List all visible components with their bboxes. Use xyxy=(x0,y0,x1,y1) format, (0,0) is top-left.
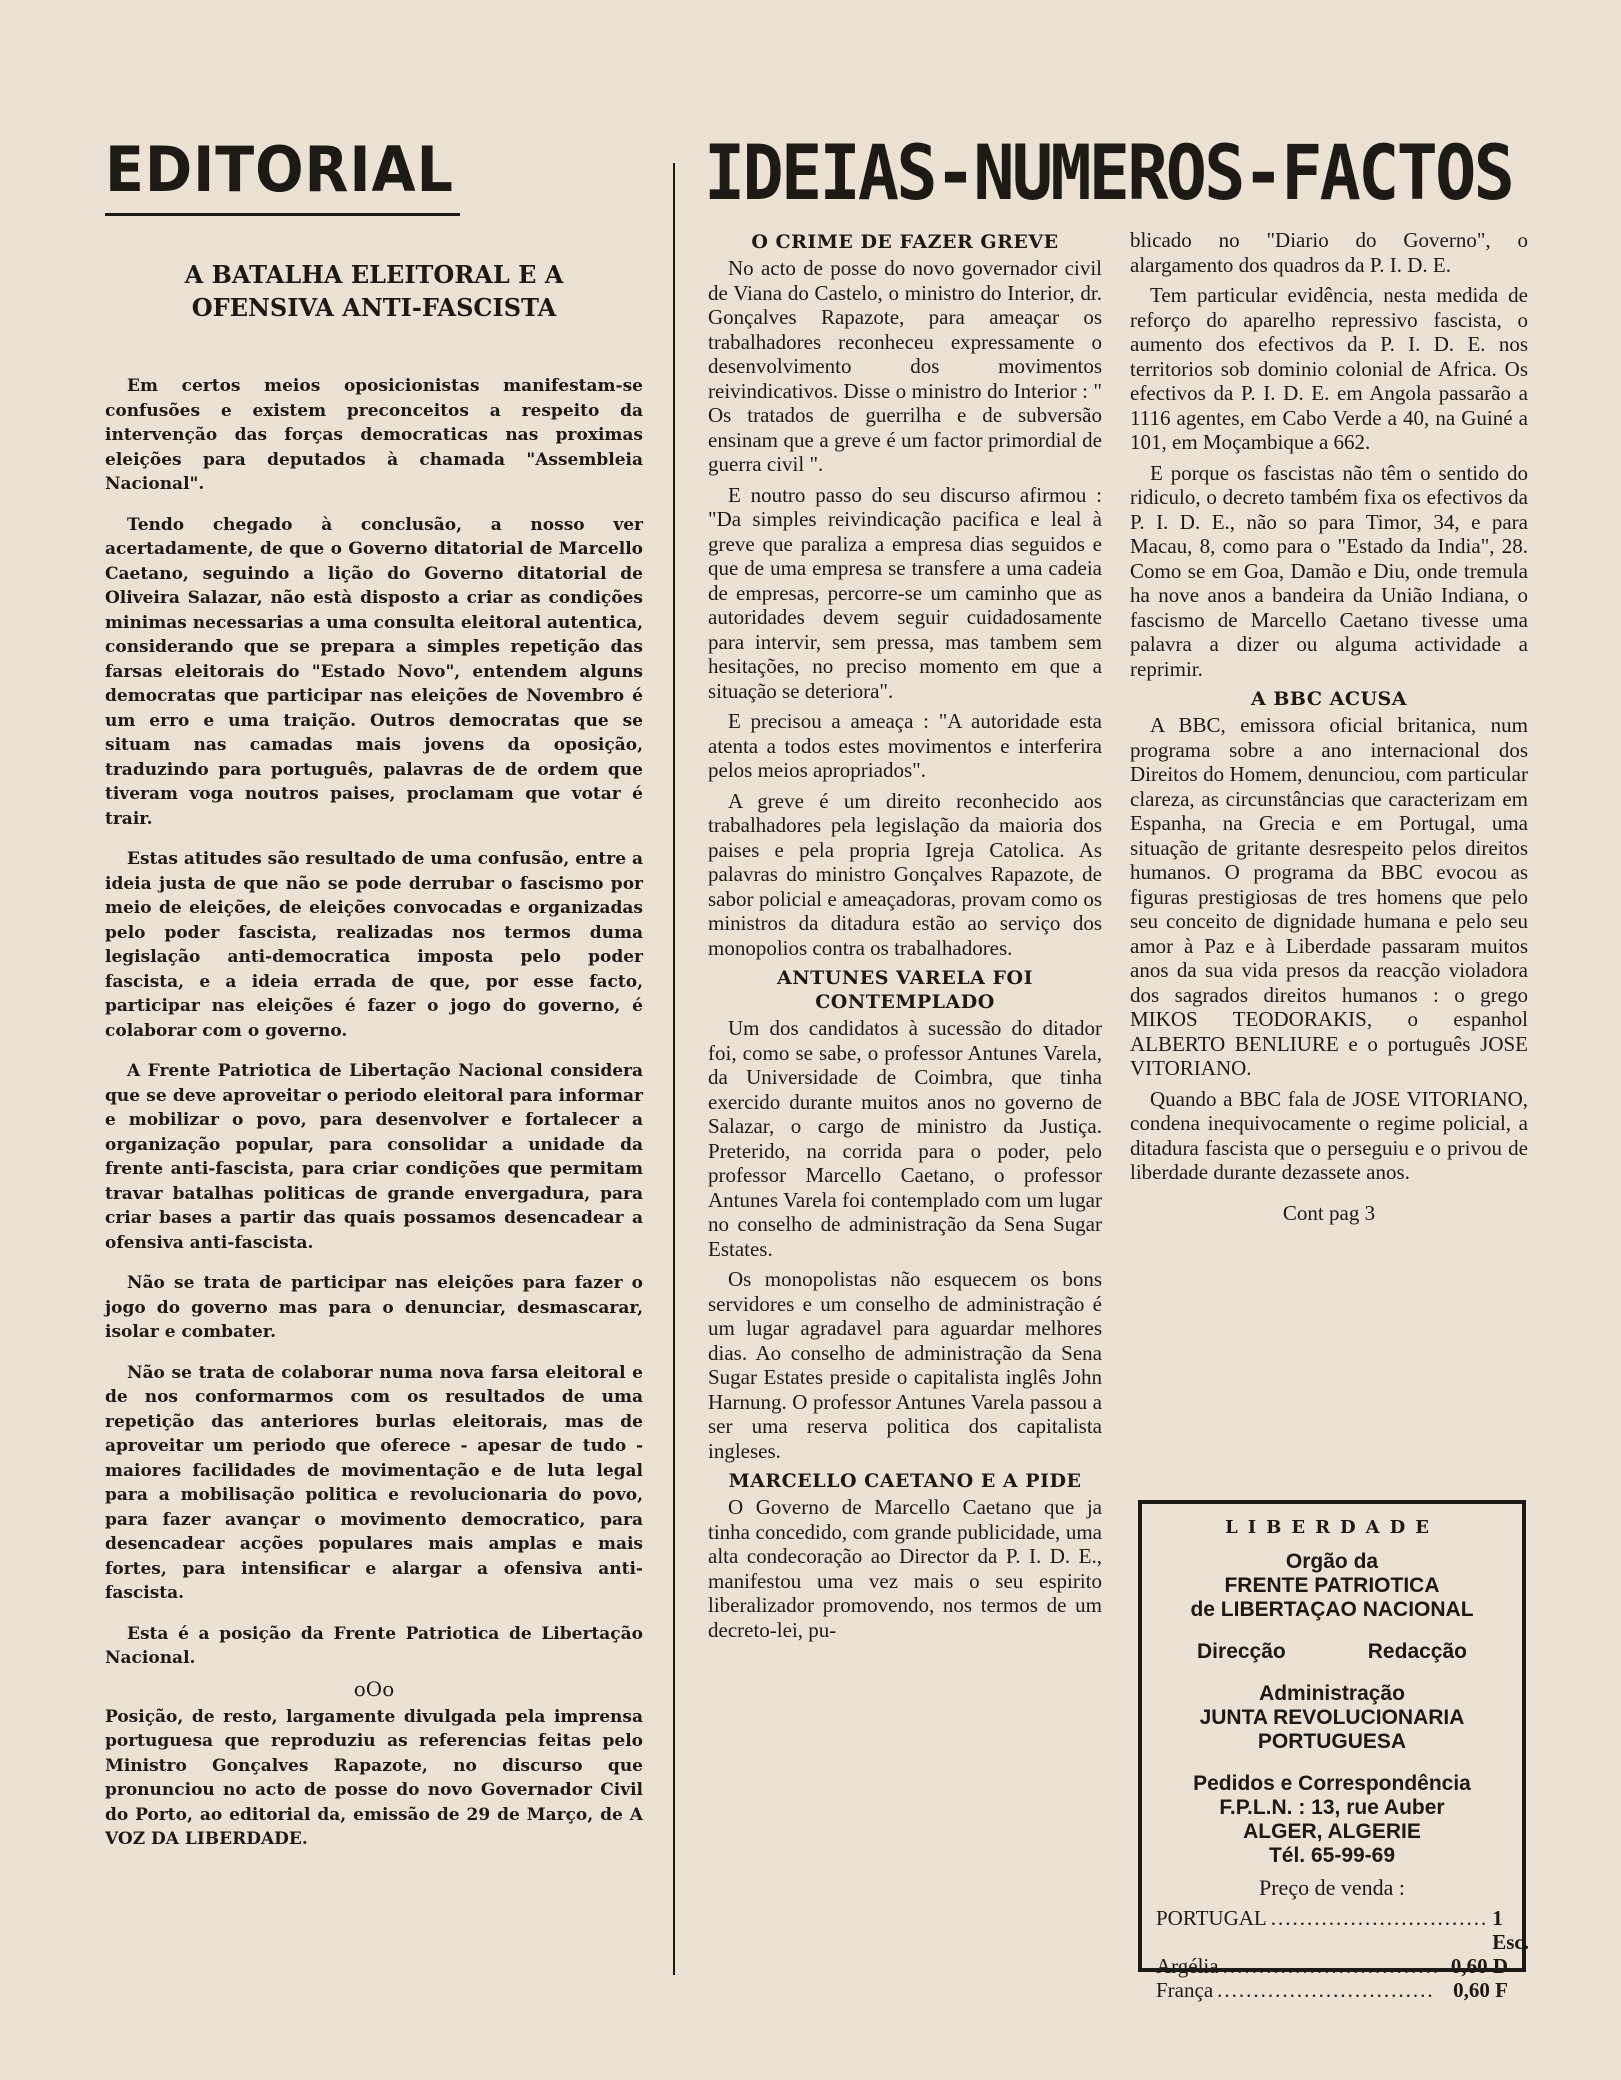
article-paragraph: blicado no "Diario do Governo", o alargamento dos quadros da P. I. D. E. xyxy=(1130,228,1528,277)
article-paragraph: E noutro passo do seu discurso afirmou : "Da simples reivindicação pacifica e leal à greve que paraliza a empresa dias seguidos e que de uma empresa se transfere a uma cadeia de empresas, percorre-se um caminho que as autoridades devem seguir cuidadosamente para intervir, sem pressa, mas tambem sem hesitações, no preciso momento em que a situação se deteriora". xyxy=(708,482,1102,703)
editorial-paragraph: Esta é a posição da Frente Patriotica de Libertação Nacional. xyxy=(105,1623,643,1668)
article-paragraph: No acto de posse do novo governador civil de Viana do Castelo, o ministro do Interior, dr. Gonçalves Rapazote, para ameaçar os trabalhadores reconheceu expressamente o desenvolvimento dos movimentos reivindicativos. Disse o ministro do Interior : " Os tratados de guerrilha e de subversão ensinam que a greve é um factor primordial de guerra civil ". xyxy=(708,256,1102,476)
section-heading-varela: ANTUNES VARELA FOI CONTEMPLADO xyxy=(777,967,1033,1013)
pedidos-label: Pedidos e Correspondência xyxy=(1193,1772,1471,1795)
editorial-paragraph: Em certos meios oposicionistas manifestam-se confusões e existem preconceitos a respeito da intervenção das forças democraticas nas proximas eleições para deputados à chamada "Assembleia Nacional". xyxy=(105,376,643,494)
article-paragraph: Os monopolistas não esquecem os bons servidores e um conselho de administração é um lugar agradavel para aguardar melhores dias. Ao conselho de administração da Sena Sugar Estates preside o capitalista inglês John Harnung. O professor Antunes Varela passou a ser uma reserva politica dos capitalista ingleses. xyxy=(708,1267,1102,1463)
article-paragraph: A BBC, emissora oficial britanica, num programa sobre a ano internacional dos Direitos do Homem, denunciou, com particular clareza, as circunstâncias que caracterizam em Espanha, na Grecia e em Portugal, uma situação de gritante desrespeito pelos direitos humanos. O programa da BBC evocou as figuras prestigiosas de tres homens que pelo seu conceito de dignidade humana e pelo seu amor à Paz e à Liberdade passaram muitos anos da sua vida presos da reacção violadora dos sagrados direitos humanos : o grego MIKOS TEODORAKIS, o espanhol ALBERTO BENLIURE e o português JOSE VITORIANO. xyxy=(1130,713,1528,1080)
redaccao-label: Redacção xyxy=(1367,1640,1467,1663)
editorial-heading: A BATALHA ELEITORAL E A OFENSIVA ANTI-FASCISTA xyxy=(184,260,564,322)
ideias-column-1 xyxy=(708,228,1102,1648)
editorial-paragraph: Não se trata de colaborar numa nova farsa eleitoral e de nos conformarmos com os resultados de uma repetição das anteriores burlas eleitorais, mas de aproveitar um periodo que oferece - apesar de tudo - maiores facilidades de movimentação e de luta legal para a mobilisação politica e revolucionaria do povo, para fazer avançar o movimento democratico, para desencadear acções populares mais amplas e mais fortes, para intensificar e alargar a ofensiva anti-fascista. xyxy=(105,1362,643,1603)
editorial-column xyxy=(105,135,643,1868)
price-row: França .............................. 0,60 F xyxy=(1156,1978,1508,2002)
editorial-paragraph: A Frente Patriotica de Libertação Nacional considera que se deve aproveitar o periodo eleitoral para informar e mobilizar o povo, para desenvolver e fortalecer a organização popular, para consolidar a unidade da frente anti-fascista, para criar condições que permitam travar batalhas politicas de grande envergadura, para criar bases a partir das quais possamos desencadear a ofensiva anti-fascista. xyxy=(105,1061,643,1253)
direccao-label: Direcção xyxy=(1197,1640,1286,1663)
article-paragraph: Um dos candidatos à sucessão do ditador foi, como se sabe, o professor Antunes Varela, da Universidade de Coimbra, que tinha exercido durante muitos anos no governo de Salazar, o cargo de ministro da Justiça. Preterido, na corrida para o poder, pelo professor Marcello Caetano, o professor Antunes Varela foi contemplado com um lugar no conselho de administração da Sena Sugar Estates. xyxy=(708,1016,1102,1261)
continued-note: Cont pag 3 xyxy=(1282,1200,1376,1225)
price-value: 1 Esc. xyxy=(1492,1906,1529,1954)
publication-info-box xyxy=(1138,1500,1529,2002)
ideias-column-2 xyxy=(1130,228,1528,1231)
telephone: Tél. 65-99-69 xyxy=(1268,1844,1396,1867)
article-paragraph: Quando a BBC fala de JOSE VITORIANO, condena inequivocamente o regime policial, a ditadura fascista que o perseguiu e o privou de liberdade durante dezassete anos. xyxy=(1130,1086,1528,1184)
address-line: F.P.L.N. : 13, rue Auber xyxy=(1219,1796,1445,1819)
price-row: PORTUGAL .............................. 1 Esc. xyxy=(1156,1906,1529,1954)
junta-line: JUNTA REVOLUCIONARIA xyxy=(1199,1706,1465,1729)
price-country: PORTUGAL xyxy=(1156,1906,1267,1930)
price-value: 0,60 F xyxy=(1453,1978,1508,2002)
editorial-paragraph: Estas atitudes são resultado de uma confusão, entre a ideia justa de que não se pode derrubar o fascismo por meio de eleições, de eleições convocadas e organizadas pelo poder fascista, realizadas nos termos duma legislação anti-democratica imposta pelo poder fascista, e a ideia errada de que, por esse facto, participar nas eleições é fazer o jogo do governo, é colaborar com o governo. xyxy=(105,849,643,1041)
section-heading-greve: O CRIME DE FAZER GREVE xyxy=(751,231,1059,253)
organ-line: de LIBERTAÇAO NACIONAL xyxy=(1190,1598,1474,1621)
article-paragraph: E precisou a ameaça : "A autoridade esta atenta a todos estes movimentos e interferira pelos meios apropriados". xyxy=(708,709,1102,782)
editorial-paragraph: Não se trata de participar nas eleições para fazer o jogo do governo mas para o denunciar, desmascarar, isolar e combater. xyxy=(105,1273,643,1342)
junta-line: PORTUGUESA xyxy=(1257,1730,1407,1753)
section-heading-bbc: A BBC ACUSA xyxy=(1251,688,1407,710)
editorial-title: EDITORIAL xyxy=(105,133,454,206)
admin-label: Administração xyxy=(1259,1682,1405,1705)
article-paragraph: A greve é um direito reconhecido aos trabalhadores pela legislação da maioria dos paises e pela propria Igreja Catolica. As palavras do ministro Gonçalves Rapazote, de sabor policial e ameaçadoras, provam como os ministros da ditadura estão ao serviço dos monopolios contra os trabalhadores. xyxy=(708,788,1102,960)
organ-line: FRENTE PATRIOTICA xyxy=(1224,1574,1440,1597)
title-underline xyxy=(105,213,460,216)
price-label: Preço de venda : xyxy=(1259,1875,1405,1900)
column-divider xyxy=(673,163,675,1975)
article-paragraph: E porque os fascistas não têm o sentido do ridiculo, o decreto também fixa os efectivos da P. I. D. E., não so para Timor, 34, e para Macau, 8, como para o "Estado da India", 28. Como se em Goa, Damão e Diu, onde tremula ha nove anos a bandeira da União Indiana, o fascismo de Marcello Caetano tivesse uma palavra a dizer ou alguma actividade a reprimir. xyxy=(1130,460,1528,681)
direction-row xyxy=(1156,1640,1508,1664)
price-country: França xyxy=(1156,1978,1214,2002)
organ-line: Orgão da xyxy=(1285,1550,1379,1573)
address-line: ALGER, ALGERIE xyxy=(1243,1820,1421,1843)
price-row: Argélia .............................. 0,60 D xyxy=(1156,1954,1508,1978)
editorial-paragraph: Tendo chegado à conclusão, a nosso ver acertadamente, de que o Governo ditatorial de Marcello Caetano, seguindo a lição do Governo ditatorial de Oliveira Salazar, não està disposto a criar as condições minimas necessarias a uma consulta eleitoral autentica, considerando que se prepara a simples repetição das farsas eleitorais do "Estado Novo", entendem alguns democratas que participar nas eleições de Novembro é um erro e uma traição. Outros democratas que se situam nas camadas mais jovens da oposição, traduzindo para português, palavras de de ordem que tiveram voga noutros paises, proclamam que votar é trair. xyxy=(105,514,643,829)
price-value: 0,60 D xyxy=(1450,1954,1508,1978)
ideias-title: IDEIAS-NUMEROS-FACTOS xyxy=(704,128,1513,217)
box-title: LIBERDADE xyxy=(1225,1517,1439,1538)
section-separator: oOo xyxy=(353,1676,395,1701)
article-paragraph: O Governo de Marcello Caetano que ja tinha concedido, com grande publicidade, uma alta condecoração ao Director da P. I. D. E., manifestou uma vez mais o seu espirito liberalizador promovendo, nos termos de um decreto-lei, pu- xyxy=(708,1495,1102,1642)
price-country: Argélia xyxy=(1156,1954,1219,1978)
article-paragraph: Tem particular evidência, nesta medida de reforço do aparelho repressivo fascista, o aumento dos efectivos da P. I. D. E. nos territorios sob dominio colonial de Africa. Os efectivos da P. I. D. E. em Angola passarão a 1116 agentes, em Cabo Verde a 40, na Guiné a 101, em Moçambique a 662. xyxy=(1130,283,1528,454)
editorial-closing: Posição, de resto, largamente divulgada pela imprensa portuguesa que reproduziu as referencias feitas pelo Ministro Gonçalves Rapazote, no discurso que pronunciou no acto de posse do novo Governador Civil do Porto, ao editorial da, emissão de 29 de Março, de A VOZ DA LIBERDADE. xyxy=(105,1706,643,1849)
section-heading-pide: MARCELLO CAETANO E A PIDE xyxy=(728,1470,1082,1492)
